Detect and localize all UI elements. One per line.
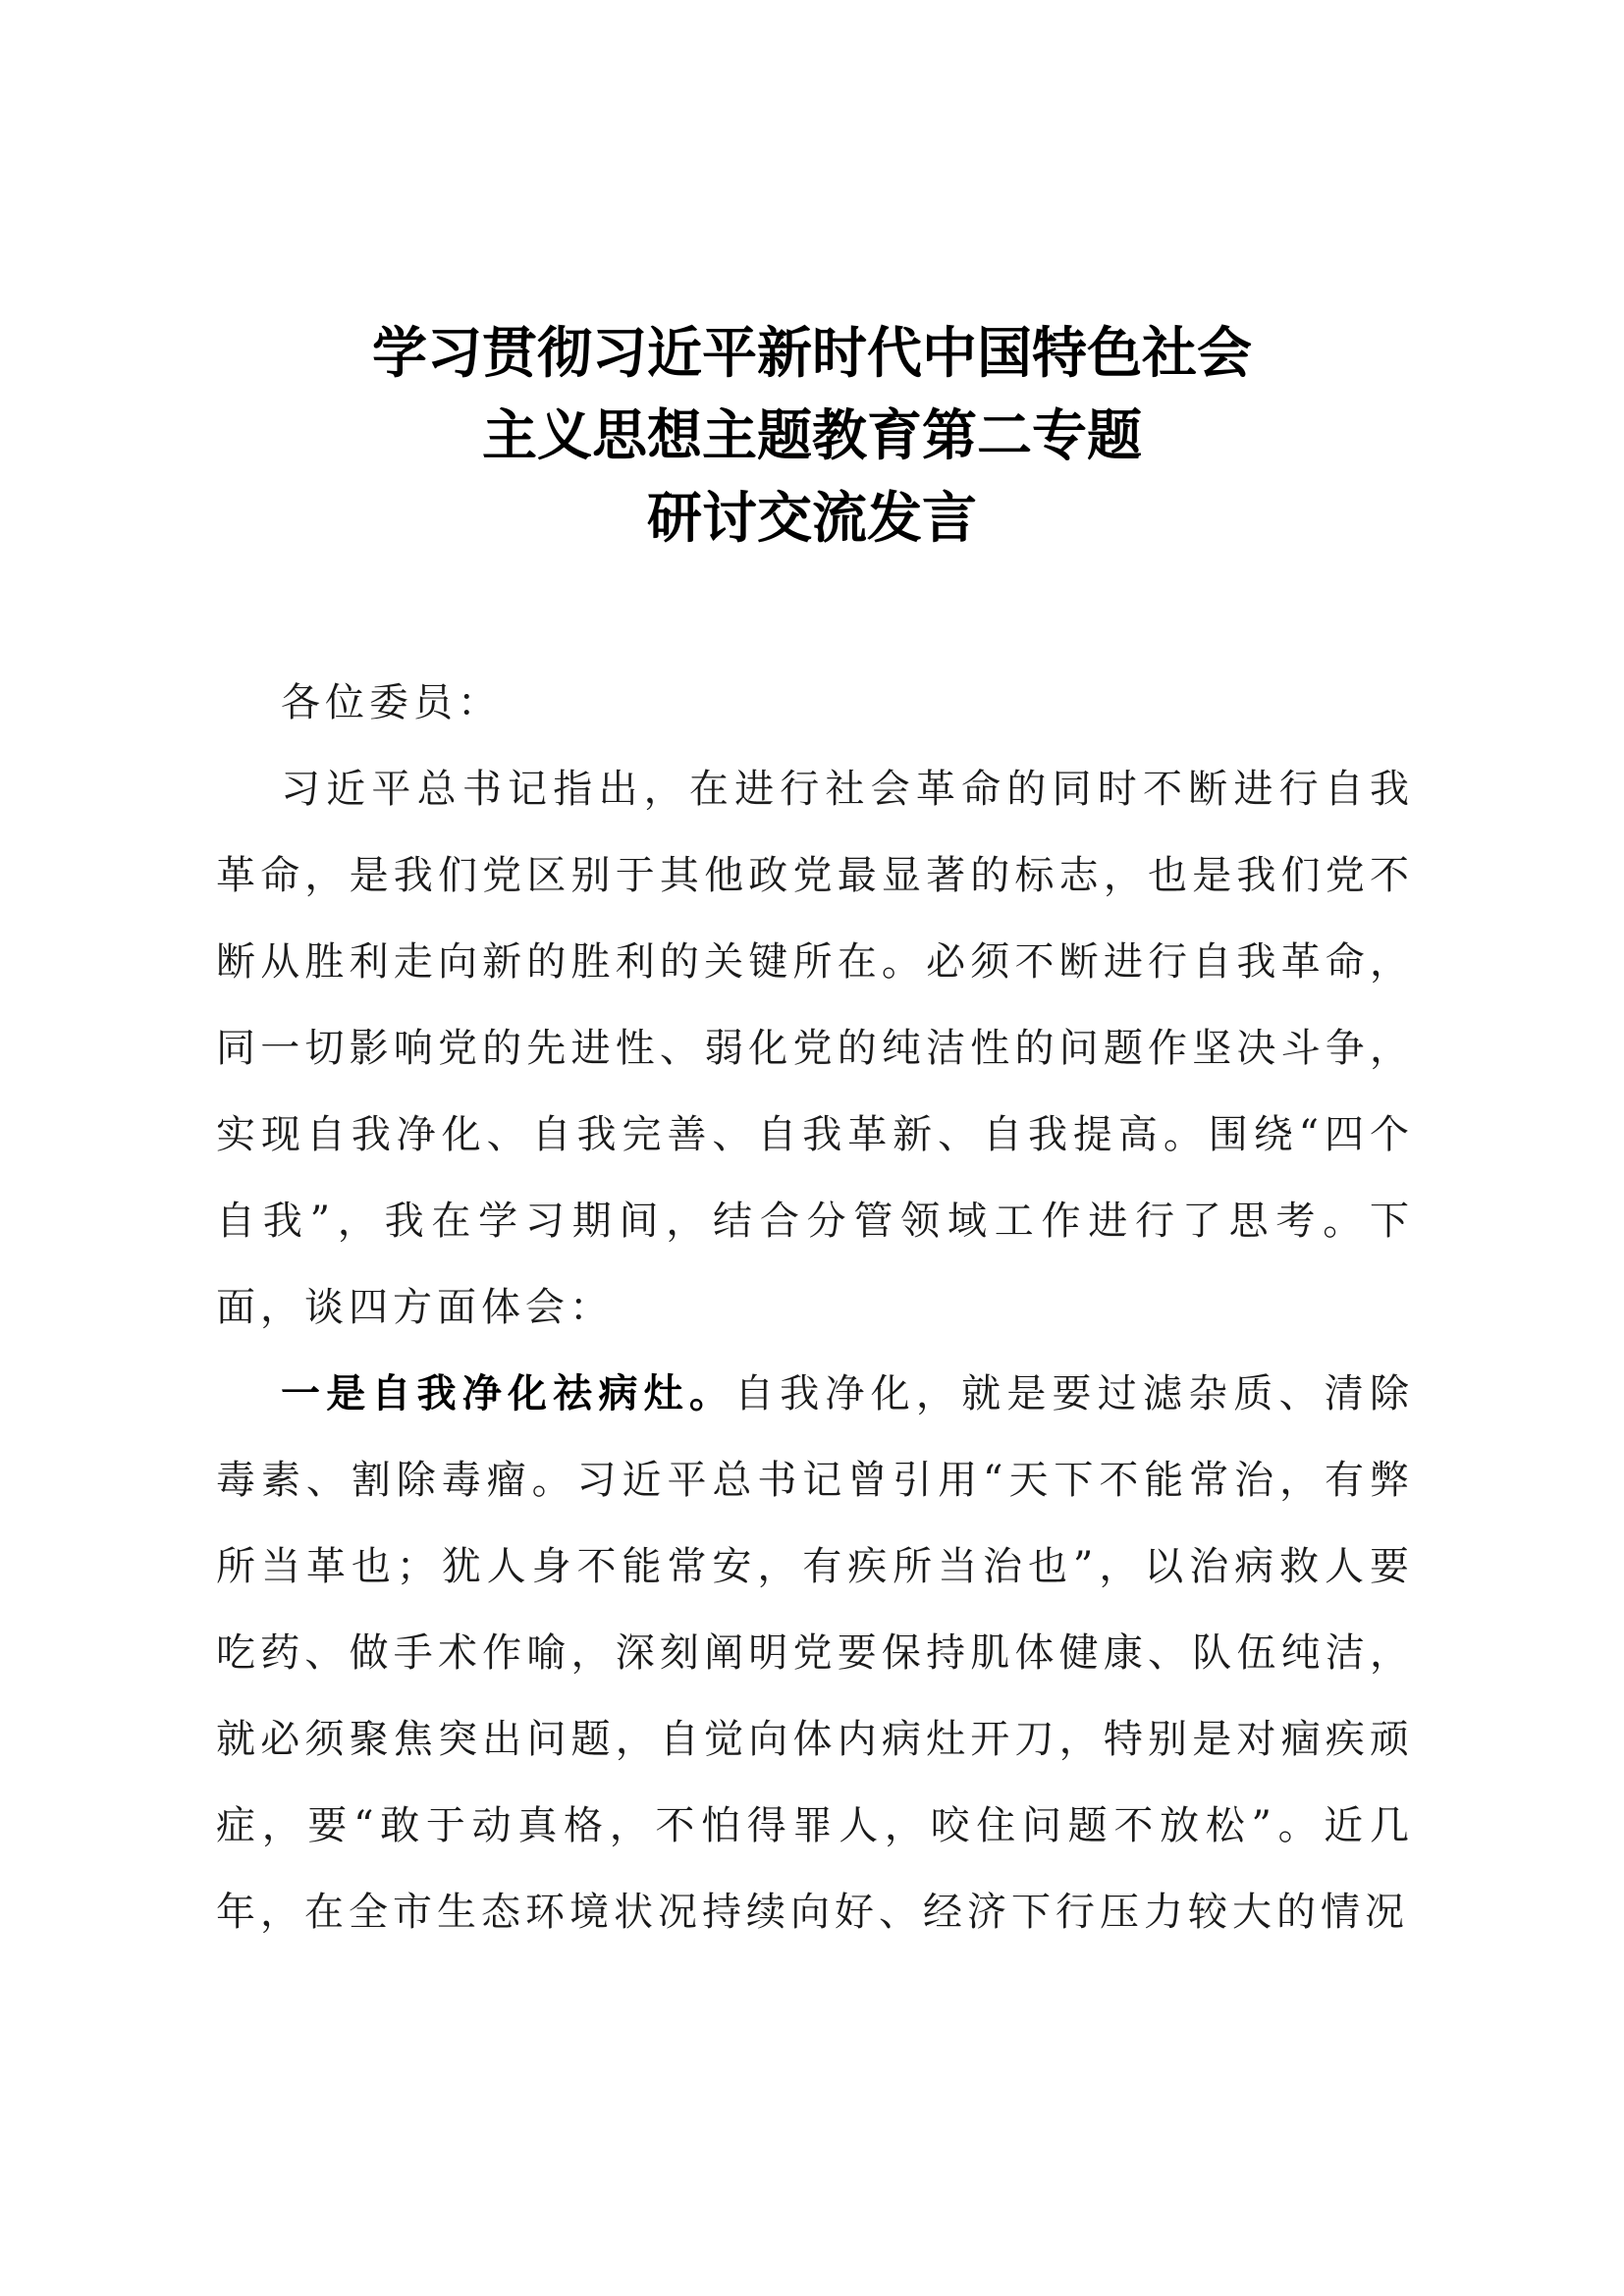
paragraph-intro: 习近平总书记指出，在进行社会革命的同时不断进行自我革命，是我们党区别于其他政党最显著的标志，也是我们党不断从胜利走向新的胜利的关键所在。必须不断进行自我革命，同一切影响党的先进性、弱化党的纯洁性的问题作坚决斗争，实现自我净化、自我完善、自我革新、自我提高。围绕“四个自我”，我在学习期间，结合分管领域工作进行了思考。下面，谈四方面体会： — [216, 767, 1414, 1330]
document-body — [216, 660, 1414, 1955]
title-line-2: 主义思想主题教育第二专题 — [482, 403, 1142, 468]
title-line-3: 研讨交流发言 — [647, 486, 977, 551]
salutation: 各位委员： — [281, 680, 502, 725]
paragraph-point-one — [216, 1351, 1414, 1955]
title-line-1: 学习贯彻习近平新时代中国特色社会 — [372, 321, 1252, 386]
document-title — [0, 312, 1624, 560]
paragraph-lead-heading: 一是自我净化祛病灶。 — [281, 1370, 735, 1416]
paragraph-point-one-text: 自我净化，就是要过滤杂质、清除毒素、割除毒瘤。习近平总书记曾引用“天下不能常治，有弊所当革也；犹人身不能常安，有疾所当治也”，以治病救人要吃药、做手术作喻，深刻阐明党要保持肌体健康、队伍纯洁，就必须聚焦突出问题，自觉向体内病灶开刀，特别是对痼疾顽症，要“敢于动真格，不怕得罪人，咬住问题不放松”。近几年，在全市生态环境状况持续向好、经济下行压力较大的情况 — [216, 1371, 1415, 1935]
